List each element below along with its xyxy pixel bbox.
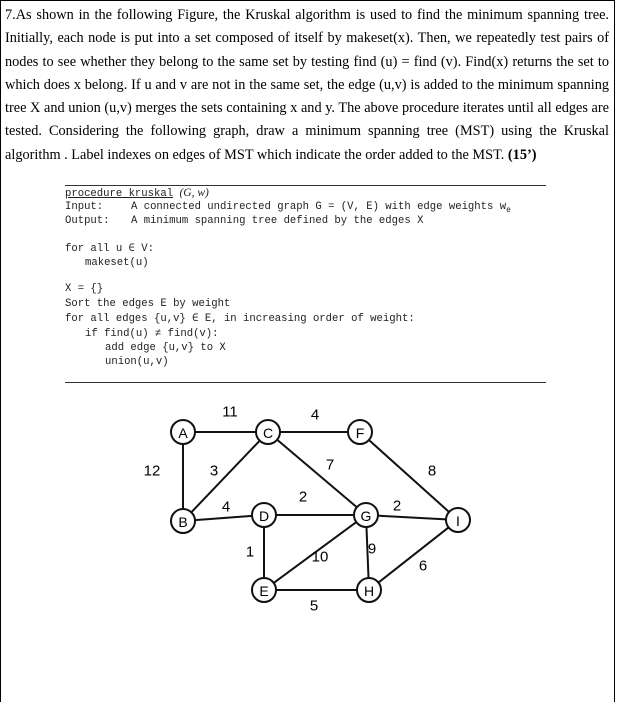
- edge-weight-A-B: 12: [143, 462, 161, 480]
- algorithm-line-sort: Sort the edges E by weight: [65, 298, 231, 310]
- edge-weight-F-I: 8: [427, 462, 437, 480]
- edge-G-I: [378, 516, 446, 520]
- node-B: [171, 509, 195, 533]
- algorithm-input-label: Input:: [65, 201, 104, 213]
- algorithm-line-makeset: makeset(u): [85, 257, 149, 269]
- edge-weight-G-H: 9: [367, 540, 377, 558]
- edge-I-H: [378, 527, 448, 582]
- algorithm-line-init: X = {}: [65, 283, 104, 295]
- node-D: [252, 503, 276, 527]
- edge-weight-I-H: 6: [418, 557, 428, 575]
- edge-C-G: [277, 440, 357, 507]
- node-label-G: G: [360, 508, 372, 524]
- node-label-E: E: [259, 583, 269, 599]
- edge-weight-G-I: 2: [392, 497, 402, 515]
- node-label-A: A: [178, 425, 188, 441]
- algorithm-line-add: add edge {u,v} to X: [105, 342, 226, 354]
- edge-weight-A-C: 11: [222, 403, 238, 421]
- node-A: [171, 420, 195, 444]
- node-C: [256, 420, 280, 444]
- node-I: [446, 508, 470, 532]
- algorithm-line-if: if find(u) ≠ find(v):: [85, 328, 219, 340]
- node-label-H: H: [363, 583, 375, 599]
- question-text: 7.As shown in the following Figure, the Kruskal algorithm is used to find the minimum spanning tree. Initially, each node is put into a set composed of itself by makeset(x). Then, we repeatedly test pairs of nodes to see whether they belong to the same set by testing find (u) = find (v). Find(x) returns the set to which does x belong. If u and v are not in the same set, the edge (u,v) is added to the minimum spanning tree X and union (u,v) merges the sets containing x and y. The above procedure iterates until all edges are tested. Considering the following graph, draw a minimum spanning tree (MST) using the Kruskal algorithm . Label indexes on edges of MST which indicate the order added to the MST.: [5, 7, 609, 163]
- edge-weight-B-D: 4: [221, 498, 231, 516]
- procedure-keyword: procedure kruskal: [65, 188, 174, 200]
- algorithm-input-subscript: e: [506, 206, 511, 216]
- algorithm-line-union: union(u,v): [105, 356, 169, 368]
- node-H: [357, 578, 381, 602]
- edge-weight-C-F: 4: [310, 406, 320, 424]
- algorithm-input-text: A connected undirected graph G = (V, E) with edge weights w: [131, 201, 507, 213]
- node-label-B: B: [178, 514, 188, 530]
- procedure-args: (G, w): [179, 187, 209, 199]
- node-label-D: D: [258, 508, 270, 524]
- algorithm-output-label: Output:: [65, 215, 110, 227]
- node-F: [348, 420, 372, 444]
- edge-weight-D-G: 2: [298, 488, 308, 506]
- algorithm-line-forall: for all u ∈ V:: [65, 243, 155, 255]
- edge-F-I: [369, 440, 449, 512]
- algorithm-output-text: A minimum spanning tree defined by the edges X: [131, 215, 424, 227]
- node-E: [252, 578, 276, 602]
- algorithm-line-forall-edges: for all edges {u,v} ∈ E, in increasing order of weight:: [65, 313, 415, 325]
- edge-B-D: [195, 516, 252, 520]
- node-label-F: F: [355, 425, 365, 441]
- node-G: [354, 503, 378, 527]
- edge-weight-C-G: 7: [325, 456, 335, 474]
- node-label-C: C: [262, 425, 274, 441]
- edge-weight-D-E: 1: [245, 543, 255, 561]
- node-label-I: I: [456, 513, 460, 529]
- edge-weight-G-E: 10: [311, 548, 329, 566]
- edge-weight-E-H: 5: [309, 597, 319, 615]
- edge-weight-C-B: 3: [209, 462, 219, 480]
- question-points: (15’): [507, 146, 537, 163]
